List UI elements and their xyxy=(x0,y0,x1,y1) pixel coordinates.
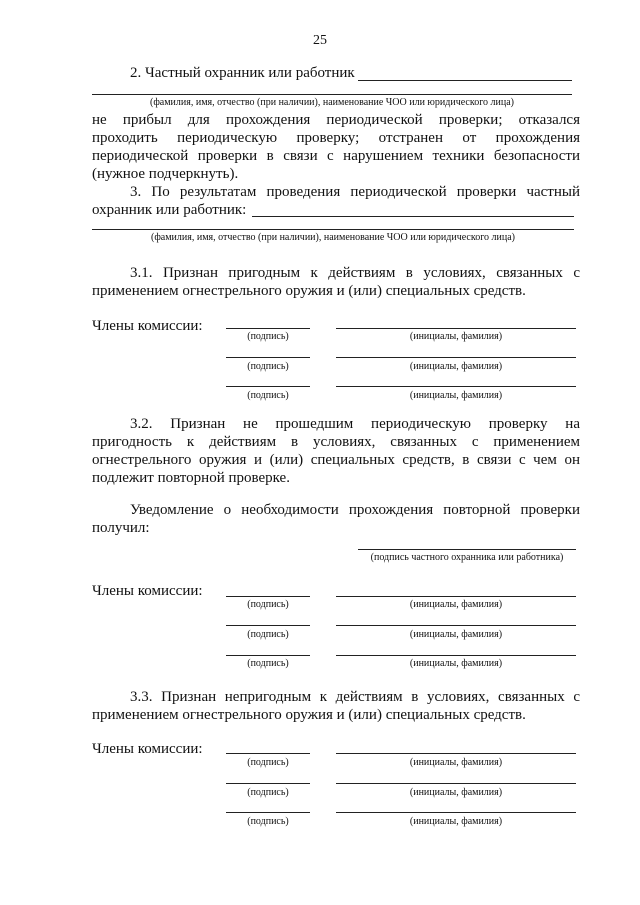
commission-label-3: Члены комиссии: xyxy=(92,741,203,757)
name-caption: (инициалы, фамилия) xyxy=(409,361,503,372)
p3-line1: 3. По результатам проведения периодической проверки частный xyxy=(130,184,580,200)
p2-text-3: периодической проверки в связи с нарушением техники безопасности xyxy=(92,148,580,164)
page-number: 25 xyxy=(313,33,327,48)
p2-line1: 2. Частный охранник или работник xyxy=(130,65,355,81)
sig-caption: (подпись) xyxy=(247,787,289,798)
p32-line3: огнестрельного оружия и (или) специальных средств, в связи с чем он xyxy=(92,452,580,468)
p2-caption: (фамилия, имя, отчество (при наличии), наименование ЧОО или юридического лица) xyxy=(149,97,515,108)
name-line xyxy=(336,783,576,784)
name-line xyxy=(336,655,576,656)
name-line xyxy=(336,625,576,626)
sig-line xyxy=(226,753,310,754)
sig-line xyxy=(226,812,310,813)
notice-sig-line xyxy=(358,549,576,550)
p3-caption: (фамилия, имя, отчество (при наличии), наименование ЧОО или юридического лица) xyxy=(150,232,516,243)
sig-line xyxy=(226,655,310,656)
name-caption: (инициалы, фамилия) xyxy=(409,599,503,610)
name-line xyxy=(336,386,576,387)
p32-line2: пригодность к действиям в условиях, связанных с применением xyxy=(92,434,580,450)
sig-caption: (подпись) xyxy=(247,331,289,342)
name-caption: (инициалы, фамилия) xyxy=(409,787,503,798)
sig-line xyxy=(226,357,310,358)
sig-line xyxy=(226,328,310,329)
name-line xyxy=(336,753,576,754)
name-caption: (инициалы, фамилия) xyxy=(409,757,503,768)
notice-caption: (подпись частного охранника или работника) xyxy=(370,552,564,563)
name-line xyxy=(336,328,576,329)
p32-line4: подлежит повторной проверке. xyxy=(92,470,290,486)
p2-text-1: не прибыл для прохождения периодической проверки; отказался xyxy=(92,112,580,128)
p3-name-line-2 xyxy=(92,229,574,230)
commission-label-2: Члены комиссии: xyxy=(92,583,203,599)
p33-line1: 3.3. Признан непригодным к действиям в условиях, связанных с xyxy=(130,689,580,705)
sig-caption: (подпись) xyxy=(247,390,289,401)
name-caption: (инициалы, фамилия) xyxy=(409,629,503,640)
p3-line2: охранник или работник: xyxy=(92,202,247,218)
notice-line1: Уведомление о необходимости прохождения повторной проверки xyxy=(130,502,580,518)
sig-caption: (подпись) xyxy=(247,816,289,827)
sig-caption: (подпись) xyxy=(247,757,289,768)
name-caption: (инициалы, фамилия) xyxy=(409,390,503,401)
name-caption: (инициалы, фамилия) xyxy=(409,658,503,669)
p2-name-line-2 xyxy=(92,94,572,95)
sig-caption: (подпись) xyxy=(247,629,289,640)
p31-line2: применением огнестрельного оружия и (или) специальных средств. xyxy=(92,283,526,299)
p3-name-line xyxy=(252,216,574,217)
notice-line2: получил: xyxy=(92,520,150,536)
sig-line xyxy=(226,625,310,626)
sig-caption: (подпись) xyxy=(247,599,289,610)
p2-name-line xyxy=(358,80,572,81)
name-caption: (инициалы, фамилия) xyxy=(409,816,503,827)
name-line xyxy=(336,596,576,597)
commission-label-1: Члены комиссии: xyxy=(92,318,203,334)
name-line xyxy=(336,812,576,813)
p32-line1: 3.2. Признан не прошедшим периодическую проверку на xyxy=(130,416,580,432)
p2-text-4: (нужное подчеркнуть). xyxy=(92,166,239,182)
sig-line xyxy=(226,596,310,597)
p31-line1: 3.1. Признан пригодным к действиям в условиях, связанных с xyxy=(130,265,580,281)
name-caption: (инициалы, фамилия) xyxy=(409,331,503,342)
sig-caption: (подпись) xyxy=(247,361,289,372)
sig-line xyxy=(226,783,310,784)
p2-text-2: проходить периодическую проверку; отстранен от прохождения xyxy=(92,130,580,146)
name-line xyxy=(336,357,576,358)
sig-line xyxy=(226,386,310,387)
p33-line2: применением огнестрельного оружия и (или) специальных средств. xyxy=(92,707,526,723)
sig-caption: (подпись) xyxy=(247,658,289,669)
